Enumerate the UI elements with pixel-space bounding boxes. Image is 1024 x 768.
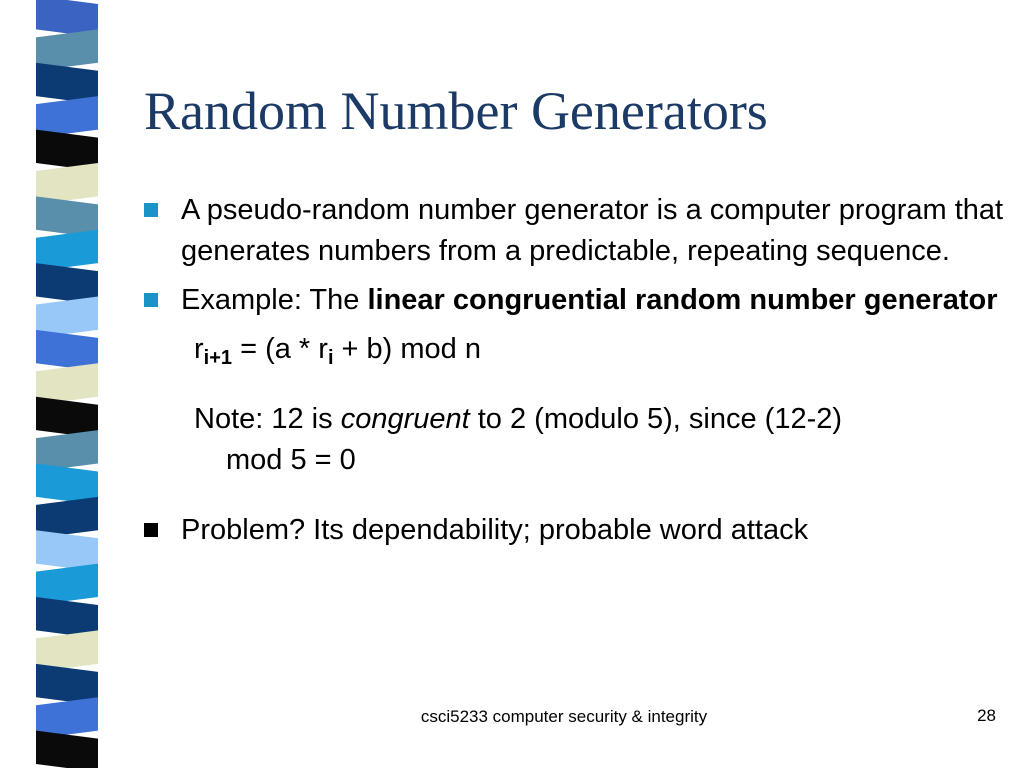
- page-number: 28: [977, 706, 996, 725]
- note-prefix: Note: 12 is: [194, 403, 341, 435]
- square-bullet-icon: [144, 293, 158, 307]
- slide-content: [144, 190, 1004, 551]
- bullet-text: Problem? Its dependability; probable word attack: [181, 514, 809, 546]
- bullet-example: [144, 280, 1004, 321]
- formula-lhs-subscript: i+1: [203, 347, 233, 369]
- congruence-note: [144, 399, 1004, 481]
- square-bullet-icon: [144, 523, 158, 537]
- decorative-stripe-bar: [0, 0, 120, 768]
- note-continuation: mod 5 = 0: [226, 444, 356, 476]
- formula-middle: = (a * r: [232, 333, 328, 365]
- square-bullet-icon: [144, 203, 158, 217]
- lcg-formula: [144, 329, 1004, 370]
- bullet-text: A pseudo-random number generator is a computer program that generates numbers from a predictable, repeating sequence.: [181, 194, 1004, 267]
- stripe-band: [36, 731, 98, 768]
- formula-rhs: + b) mod n: [333, 333, 481, 365]
- note-italic: congruent: [340, 403, 470, 435]
- bullet-bold-text: linear congruential random number generator: [367, 284, 998, 316]
- formula-mid-subscript: i: [327, 347, 334, 369]
- slide-title: Random Number Generators: [144, 81, 768, 141]
- formula-lhs: r: [194, 333, 204, 365]
- note-suffix: to 2 (modulo 5), since (12-2): [469, 403, 843, 435]
- bullet-text: Example: The: [181, 284, 368, 316]
- bullet-problem: [144, 510, 1004, 551]
- bullet-prng-definition: [144, 190, 1004, 272]
- footer-course-label: csci5233 computer security & integrity: [420, 707, 708, 726]
